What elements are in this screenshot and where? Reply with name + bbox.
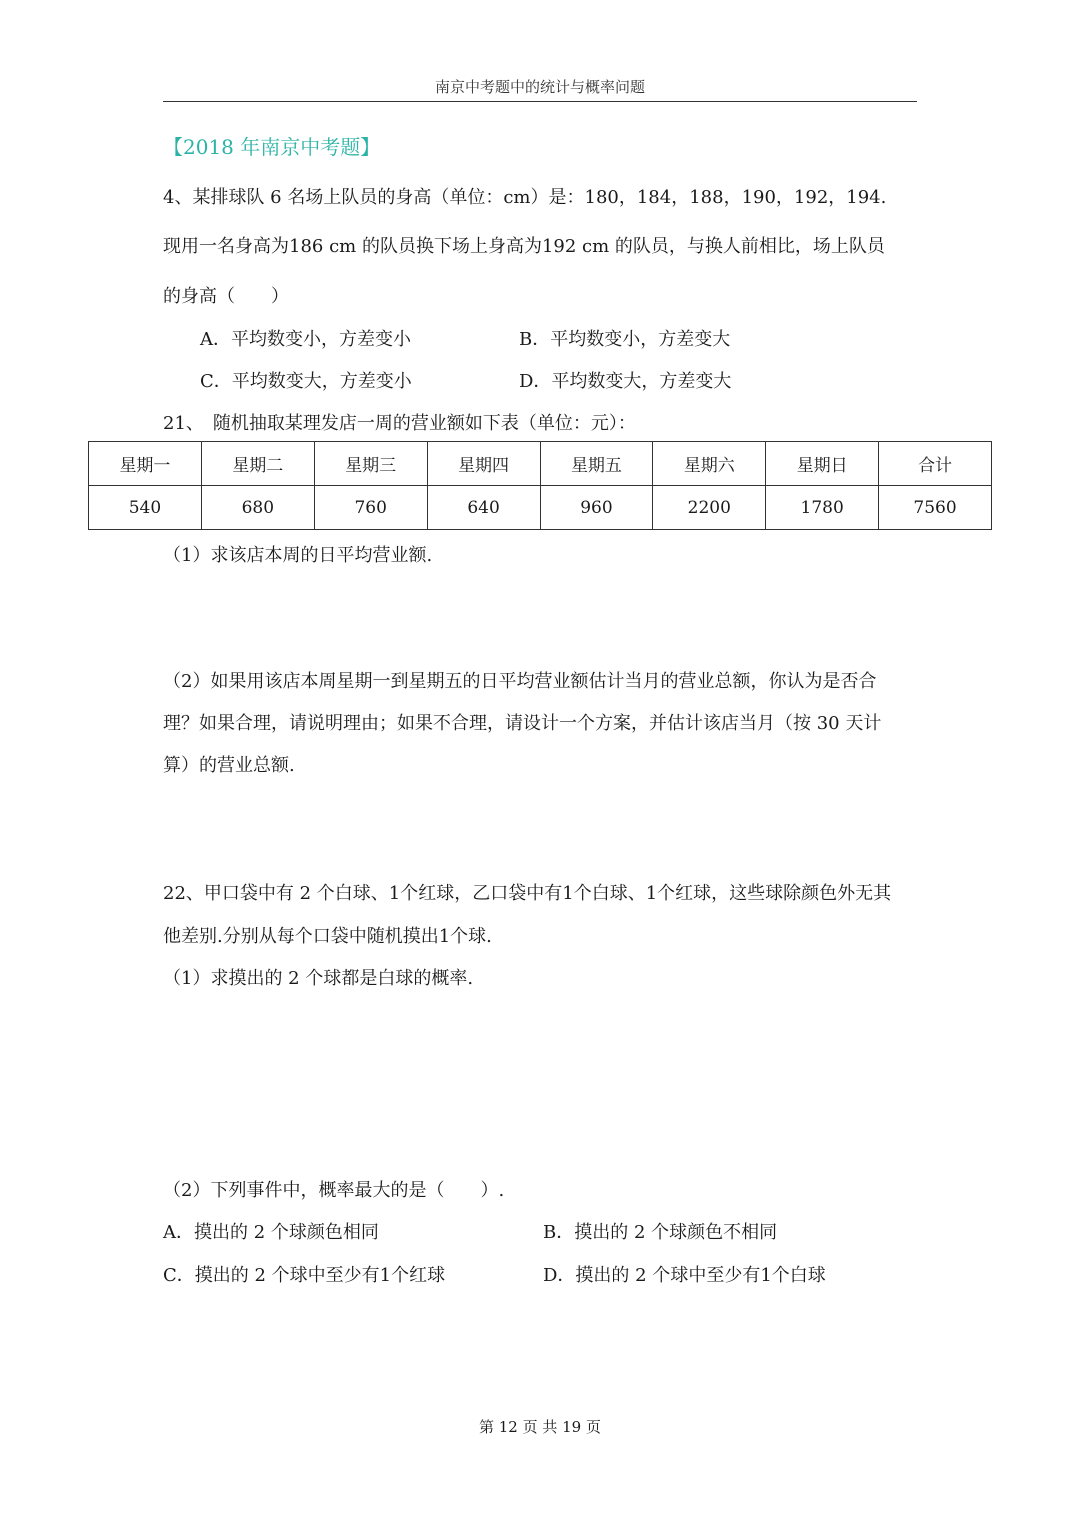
table-cell: 540	[89, 486, 202, 530]
q22-stem-line1: 22、甲口袋中有 2 个白球、1个红球，乙口袋中有1个白球、1个红球，这些球除颜色外无其	[163, 883, 892, 904]
q22-option-c: C．摸出的 2 个球中至少有1个红球	[163, 1265, 446, 1286]
header-divider	[163, 101, 917, 102]
q4-stem-line3: 的身高（ ）	[163, 286, 289, 307]
q21-part2-line1: （2）如果用该店本周星期一到星期五的日平均营业额估计当月的营业总额，你认为是否合	[163, 671, 877, 692]
table-cell: 680	[201, 486, 314, 530]
q21-part1: （1）求该店本周的日平均营业额.	[163, 545, 433, 566]
table-header-cell: 合计	[879, 442, 992, 486]
q22-part2: （2）下列事件中，概率最大的是（ ）.	[163, 1180, 505, 1201]
table-row	[89, 486, 992, 530]
q4-stem-line2: 现用一名身高为186 cm 的队员换下场上身高为192 cm 的队员，与换人前相比，场上队员	[163, 236, 885, 257]
q21-part2-line2: 理？如果合理，请说明理由；如果不合理，请设计一个方案，并估计该店当月（按 30 天计	[163, 713, 882, 734]
section-title: 【2018 年南京中考题】	[163, 135, 381, 159]
table-header-cell: 星期六	[653, 442, 766, 486]
table-cell: 640	[427, 486, 540, 530]
table-header-cell: 星期三	[314, 442, 427, 486]
table-header-cell: 星期日	[766, 442, 879, 486]
q4-option-a: A．平均数变小，方差变小	[200, 329, 411, 350]
q4-option-b: B．平均数变小，方差变大	[519, 329, 731, 350]
table-cell: 760	[314, 486, 427, 530]
table-header-cell: 星期四	[427, 442, 540, 486]
q22-stem-line2: 他差别.分别从每个口袋中随机摸出1个球.	[163, 926, 492, 947]
table-header-row	[89, 442, 992, 486]
table-cell: 7560	[879, 486, 992, 530]
q4-option-d: D．平均数变大，方差变大	[519, 371, 732, 392]
table-header-cell: 星期一	[89, 442, 202, 486]
q22-part1: （1）求摸出的 2 个球都是白球的概率.	[163, 968, 474, 989]
table-cell: 2200	[653, 486, 766, 530]
q21-intro: 21、 随机抽取某理发店一周的营业额如下表（单位：元）：	[163, 413, 636, 434]
q22-option-a: A．摸出的 2 个球颜色相同	[163, 1222, 379, 1243]
q21-part2-line3: 算）的营业总额.	[163, 755, 295, 776]
page-header-title: 南京中考题中的统计与概率问题	[434, 78, 645, 96]
q22-option-d: D．摸出的 2 个球中至少有1个白球	[543, 1265, 826, 1286]
table-cell: 960	[540, 486, 653, 530]
revenue-table	[88, 441, 992, 530]
page-number-footer: 第 12 页 共 19 页	[478, 1418, 601, 1436]
q4-stem-line1: 4、某排球队 6 名场上队员的身高（单位：cm）是：180，184，188，190，192，194.	[163, 187, 887, 208]
table-cell: 1780	[766, 486, 879, 530]
q4-option-c: C．平均数变大，方差变小	[200, 371, 412, 392]
q22-option-b: B．摸出的 2 个球颜色不相同	[543, 1222, 778, 1243]
table-header-cell: 星期二	[201, 442, 314, 486]
table-header-cell: 星期五	[540, 442, 653, 486]
